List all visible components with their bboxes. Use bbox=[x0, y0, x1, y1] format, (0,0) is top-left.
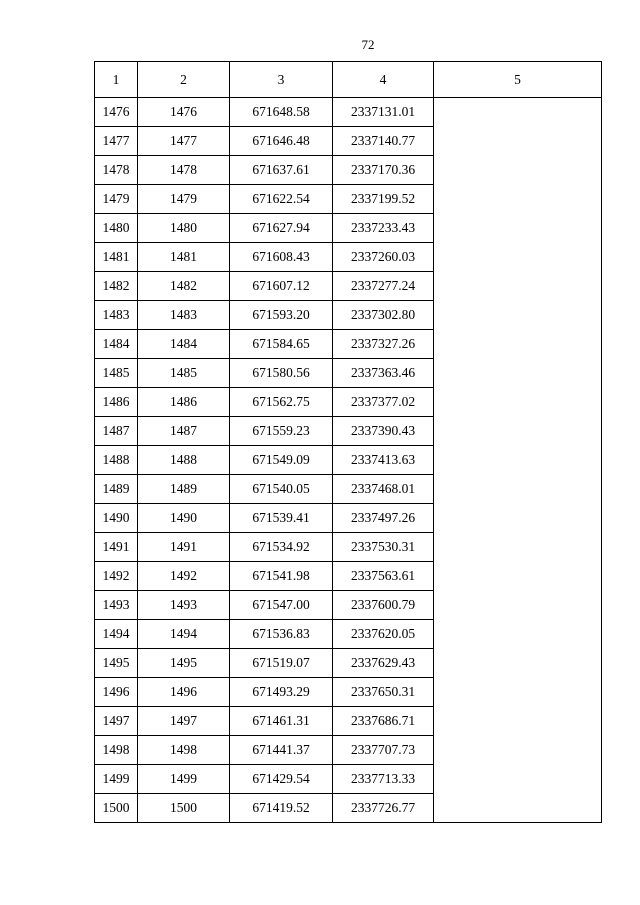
column-header-3: 3 bbox=[230, 62, 333, 98]
table-cell-col4: 2337302.80 bbox=[333, 301, 434, 330]
table-cell-col4: 2337170.36 bbox=[333, 156, 434, 185]
table-cell-col4: 2337131.01 bbox=[333, 98, 434, 127]
column-header-2: 2 bbox=[138, 62, 230, 98]
table-cell-col2: 1500 bbox=[138, 794, 230, 823]
page-number: 72 bbox=[361, 37, 375, 52]
table-cell-col3: 671646.48 bbox=[230, 127, 333, 156]
table-cell-col1: 1477 bbox=[95, 127, 138, 156]
table-cell-col2: 1482 bbox=[138, 272, 230, 301]
table-cell-col4: 2337726.77 bbox=[333, 794, 434, 823]
table-cell-col2: 1483 bbox=[138, 301, 230, 330]
table-cell-col2: 1487 bbox=[138, 417, 230, 446]
table-cell-col4: 2337650.31 bbox=[333, 678, 434, 707]
table-cell-col3: 671441.37 bbox=[230, 736, 333, 765]
table-cell-col3: 671584.65 bbox=[230, 330, 333, 359]
header-row bbox=[95, 62, 602, 98]
table-cell-col5 bbox=[434, 98, 602, 823]
table-cell-col1: 1482 bbox=[95, 272, 138, 301]
table-cell-col2: 1497 bbox=[138, 707, 230, 736]
table-cell-col2: 1490 bbox=[138, 504, 230, 533]
table-cell-col4: 2337413.63 bbox=[333, 446, 434, 475]
table-cell-col4: 2337233.43 bbox=[333, 214, 434, 243]
table-cell-col3: 671607.12 bbox=[230, 272, 333, 301]
table-cell-col4: 2337600.79 bbox=[333, 591, 434, 620]
table-cell-col1: 1495 bbox=[95, 649, 138, 678]
table-cell-col1: 1498 bbox=[95, 736, 138, 765]
table-cell-col4: 2337363.46 bbox=[333, 359, 434, 388]
table-cell-col3: 671648.58 bbox=[230, 98, 333, 127]
table-cell-col2: 1499 bbox=[138, 765, 230, 794]
table-cell-col3: 671539.41 bbox=[230, 504, 333, 533]
table-cell-col3: 671493.29 bbox=[230, 678, 333, 707]
table-cell-col3: 671637.61 bbox=[230, 156, 333, 185]
column-header-5: 5 bbox=[434, 62, 602, 98]
table-cell-col1: 1494 bbox=[95, 620, 138, 649]
table-cell-col4: 2337140.77 bbox=[333, 127, 434, 156]
table-cell-col1: 1486 bbox=[95, 388, 138, 417]
table-cell-col1: 1490 bbox=[95, 504, 138, 533]
table-cell-col2: 1478 bbox=[138, 156, 230, 185]
table-cell-col3: 671608.43 bbox=[230, 243, 333, 272]
table-cell-col3: 671562.75 bbox=[230, 388, 333, 417]
table-cell-col4: 2337327.26 bbox=[333, 330, 434, 359]
table-cell-col4: 2337563.61 bbox=[333, 562, 434, 591]
table-cell-col1: 1476 bbox=[95, 98, 138, 127]
table-row bbox=[95, 98, 602, 127]
table-cell-col4: 2337377.02 bbox=[333, 388, 434, 417]
table-cell-col2: 1492 bbox=[138, 562, 230, 591]
table-cell-col2: 1479 bbox=[138, 185, 230, 214]
table-cell-col3: 671547.00 bbox=[230, 591, 333, 620]
table-cell-col4: 2337713.33 bbox=[333, 765, 434, 794]
table-cell-col1: 1484 bbox=[95, 330, 138, 359]
table-cell-col1: 1478 bbox=[95, 156, 138, 185]
table-cell-col4: 2337277.24 bbox=[333, 272, 434, 301]
table-cell-col4: 2337686.71 bbox=[333, 707, 434, 736]
table-cell-col4: 2337199.52 bbox=[333, 185, 434, 214]
table-cell-col4: 2337260.03 bbox=[333, 243, 434, 272]
table-cell-col1: 1487 bbox=[95, 417, 138, 446]
table-cell-col3: 671622.54 bbox=[230, 185, 333, 214]
table-cell-col1: 1485 bbox=[95, 359, 138, 388]
table-cell-col3: 671419.52 bbox=[230, 794, 333, 823]
table-cell-col4: 2337390.43 bbox=[333, 417, 434, 446]
table-cell-col2: 1488 bbox=[138, 446, 230, 475]
table-cell-col2: 1496 bbox=[138, 678, 230, 707]
table-cell-col1: 1489 bbox=[95, 475, 138, 504]
table-cell-col2: 1495 bbox=[138, 649, 230, 678]
table-cell-col2: 1484 bbox=[138, 330, 230, 359]
column-header-1: 1 bbox=[95, 62, 138, 98]
table-header bbox=[95, 62, 602, 98]
table-cell-col3: 671461.31 bbox=[230, 707, 333, 736]
table-cell-col4: 2337468.01 bbox=[333, 475, 434, 504]
table-cell-col3: 671540.05 bbox=[230, 475, 333, 504]
table-cell-col2: 1494 bbox=[138, 620, 230, 649]
table-cell-col2: 1489 bbox=[138, 475, 230, 504]
table-cell-col1: 1481 bbox=[95, 243, 138, 272]
table-cell-col3: 671627.94 bbox=[230, 214, 333, 243]
table-cell-col1: 1479 bbox=[95, 185, 138, 214]
column-header-4: 4 bbox=[333, 62, 434, 98]
table-cell-col3: 671559.23 bbox=[230, 417, 333, 446]
table-cell-col3: 671549.09 bbox=[230, 446, 333, 475]
table-cell-col1: 1480 bbox=[95, 214, 138, 243]
table-cell-col3: 671534.92 bbox=[230, 533, 333, 562]
table-cell-col3: 671580.56 bbox=[230, 359, 333, 388]
table-cell-col2: 1485 bbox=[138, 359, 230, 388]
table-cell-col2: 1480 bbox=[138, 214, 230, 243]
table-cell-col3: 671519.07 bbox=[230, 649, 333, 678]
table-cell-col2: 1491 bbox=[138, 533, 230, 562]
table-cell-col2: 1486 bbox=[138, 388, 230, 417]
table-cell-col4: 2337497.26 bbox=[333, 504, 434, 533]
table-cell-col1: 1483 bbox=[95, 301, 138, 330]
table-cell-col1: 1499 bbox=[95, 765, 138, 794]
table-cell-col4: 2337530.31 bbox=[333, 533, 434, 562]
table-cell-col3: 671536.83 bbox=[230, 620, 333, 649]
table-cell-col1: 1500 bbox=[95, 794, 138, 823]
table-cell-col4: 2337620.05 bbox=[333, 620, 434, 649]
table-cell-col2: 1493 bbox=[138, 591, 230, 620]
table-cell-col3: 671593.20 bbox=[230, 301, 333, 330]
table-cell-col4: 2337629.43 bbox=[333, 649, 434, 678]
coordinates-table bbox=[94, 61, 602, 823]
table-cell-col3: 671429.54 bbox=[230, 765, 333, 794]
table-cell-col2: 1481 bbox=[138, 243, 230, 272]
table-cell-col3: 671541.98 bbox=[230, 562, 333, 591]
table-cell-col4: 2337707.73 bbox=[333, 736, 434, 765]
table-cell-col1: 1492 bbox=[95, 562, 138, 591]
table-cell-col1: 1496 bbox=[95, 678, 138, 707]
table-body bbox=[95, 98, 602, 823]
table-cell-col2: 1498 bbox=[138, 736, 230, 765]
table-cell-col2: 1477 bbox=[138, 127, 230, 156]
table-cell-col2: 1476 bbox=[138, 98, 230, 127]
table-cell-col1: 1493 bbox=[95, 591, 138, 620]
table-cell-col1: 1488 bbox=[95, 446, 138, 475]
table-cell-col1: 1497 bbox=[95, 707, 138, 736]
table-cell-col1: 1491 bbox=[95, 533, 138, 562]
